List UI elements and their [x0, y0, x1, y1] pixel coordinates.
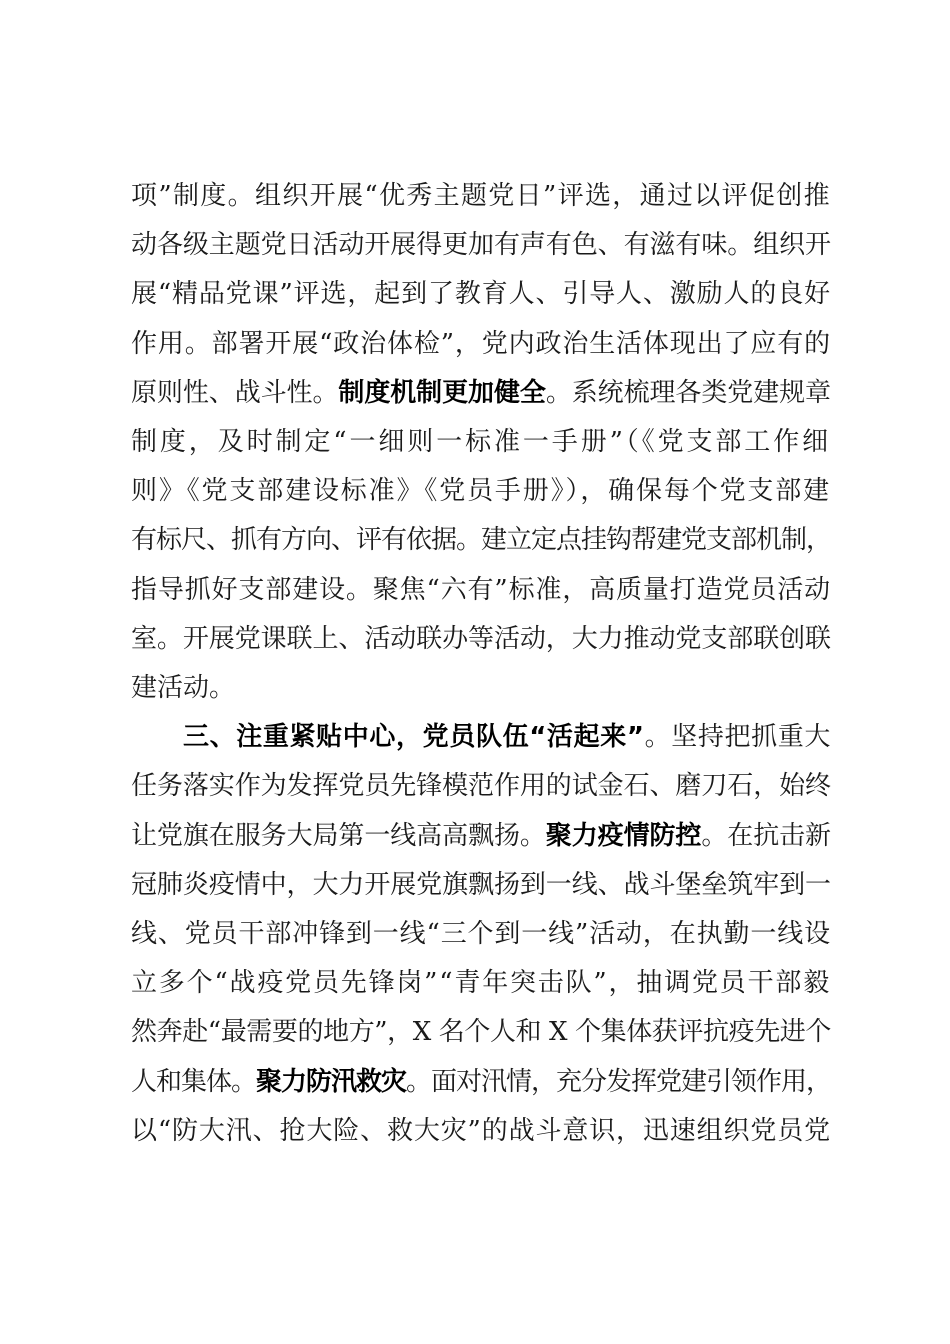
body-text: 有标尺、抓有方向、评有依据。建立定点挂钩帮建党支部机制， — [131, 525, 831, 556]
bold-heading-text: 聚力防汛救灾 — [256, 1066, 406, 1097]
body-text: 建活动。 — [131, 673, 236, 703]
text-line — [131, 228, 831, 262]
body-text: 以“防大汛、抢大险、救大灾”的战斗意识，迅速组织党员党 — [131, 1115, 831, 1146]
body-text: 任务落实作为发挥党员先锋模范作用的试金石、磨刀石，始终 — [131, 771, 831, 802]
body-text: 。在抗击新 — [701, 820, 831, 851]
text-line — [131, 179, 831, 213]
text-line — [131, 1065, 831, 1099]
text-line — [131, 474, 831, 508]
body-text: 。面对汛情，充分发挥党建引领作用， — [406, 1066, 831, 1097]
text-line — [131, 327, 831, 361]
text-line — [183, 720, 831, 754]
text-line — [131, 376, 831, 410]
body-text: 则》《党支部建设标准》《党员手册》），确保每个党支部建 — [131, 476, 831, 507]
body-text: 制度，及时制定“一细则一标准一手册”（《党支部工作细 — [131, 427, 831, 457]
body-text: 动各级主题党日活动开展得更加有声有色、有滋有味。组织开 — [131, 230, 831, 261]
body-text: 线、党员干部冲锋到一线“三个到一线”活动，在执勤一线设 — [131, 919, 831, 949]
body-text: 让党旗在服务大局第一线高高飘扬。 — [131, 820, 546, 851]
text-line — [131, 819, 831, 853]
body-text: 原则性、战斗性。 — [131, 377, 339, 408]
text-line — [131, 966, 831, 1000]
body-text: 室。开展党课联上、活动联办等活动，大力推动党支部联创联 — [131, 623, 831, 654]
body-text: 然奔赴“最需要的地方”，X 名个人和 X 个集体获评抗疫先进个 — [131, 1017, 831, 1048]
text-line — [131, 1015, 831, 1049]
bold-heading-text: 聚力疫情防控 — [545, 820, 702, 851]
bold-heading-text: 三、注重紧贴中心，党员队伍“活起来” — [183, 722, 645, 753]
text-line — [131, 769, 831, 803]
text-line — [131, 868, 831, 902]
body-text: 人和集体。 — [131, 1066, 256, 1097]
body-text: 展“精品党课”评选，起到了教育人、引导人、激励人的良好 — [131, 279, 831, 310]
text-line — [131, 277, 831, 311]
text-line — [131, 523, 831, 557]
body-text: 冠肺炎疫情中，大力开展党旗飘扬到一线、战斗堡垒筑牢到一 — [131, 869, 831, 900]
body-text: 立多个“战疫党员先锋岗”“青年突击队”，抽调党员干部毅 — [131, 968, 831, 999]
text-line — [131, 425, 831, 459]
text-line — [131, 622, 831, 656]
text-line — [131, 1114, 831, 1148]
body-text: 。系统梳理各类党建规章 — [545, 377, 831, 408]
text-line — [131, 671, 831, 705]
text-line — [131, 917, 831, 951]
body-text: 指导抓好支部建设。聚焦“六有”标准，高质量打造党员活动 — [131, 574, 831, 605]
body-text: 项”制度。组织开展“优秀主题党日”评选，通过以评促创推 — [131, 181, 831, 211]
bold-heading-text: 制度机制更加健全 — [338, 377, 546, 408]
body-text: 作用。部署开展“政治体检”，党内政治生活体现出了应有的 — [131, 328, 831, 359]
text-line — [131, 573, 831, 607]
body-text: 。坚持把抓重大 — [644, 722, 831, 753]
